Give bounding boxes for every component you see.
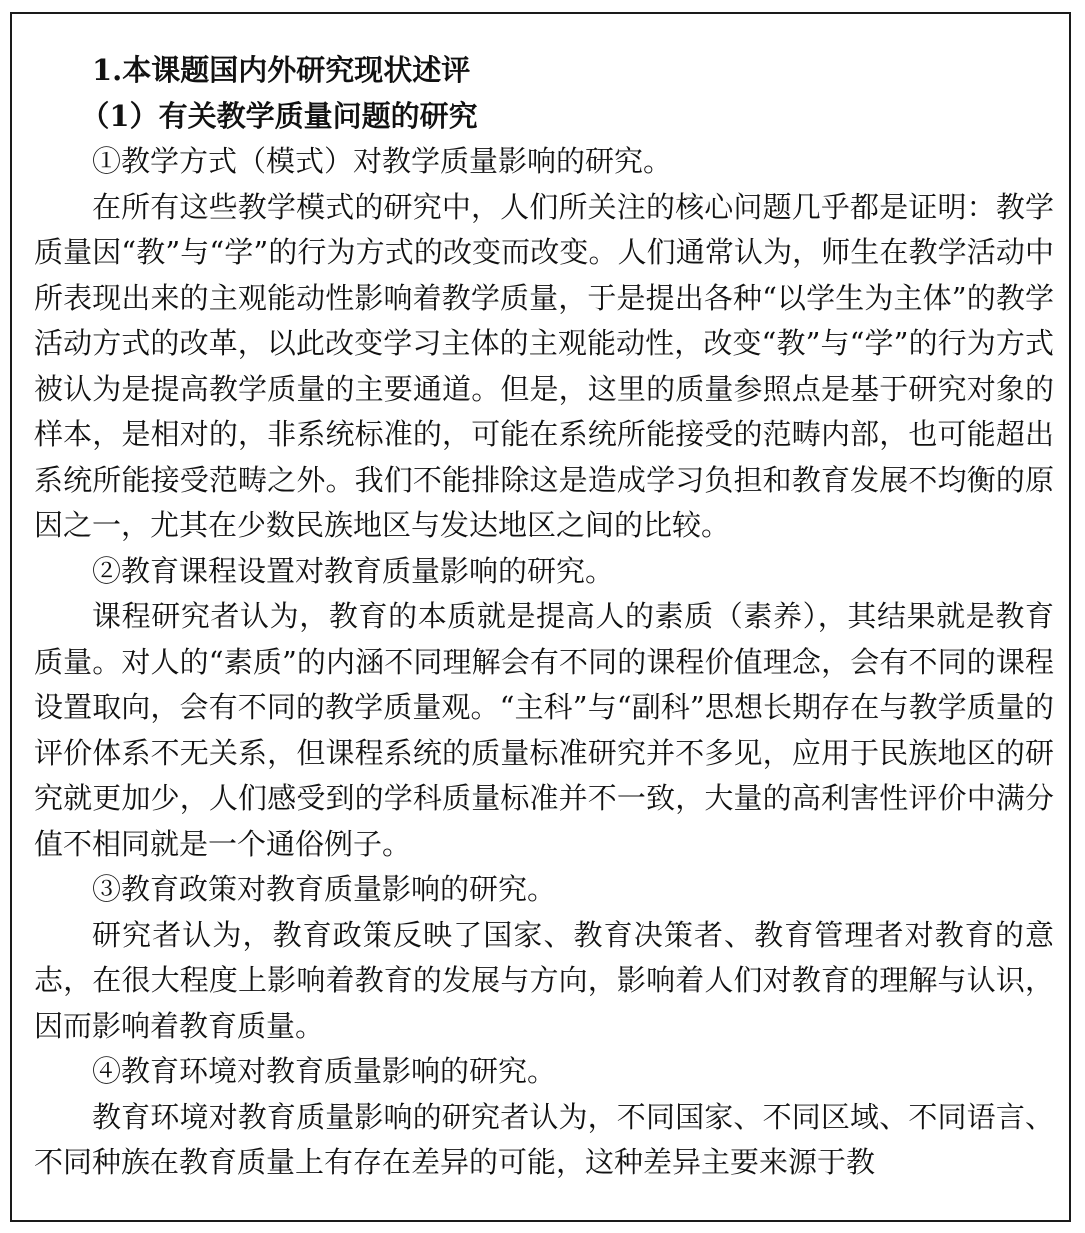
subsection-title-policy: ③教育政策对教育质量影响的研究。 (92, 872, 557, 906)
heading-subsection-1: （1）有关教学质量问题的研究 (80, 98, 478, 133)
document-body (34, 48, 1054, 1186)
paragraph-teaching-mode: 在所有这些教学模式的研究中，人们所关注的核心问题几乎都是证明：教学质量因“教”与“学”的行为方式的改变而改变。人们通常认为，师生在教学活动中所表现出来的主观能动性影响着教学质量，于是提出各种“以学生为主体”的教学活动方式的改革，以此改变学习主体的主观能动性，改变“教”与“学”的行为方式被认为是提高教学质量的主要通道。但是，这里的质量参照点是基于研究对象的样本，是相对的，非系统标准的，可能在系统所能接受的范畴内部，也可能超出系统所能接受范畴之外。我们不能排除这是造成学习负担和教育发展不均衡的原因之一，尤其在少数民族地区与发达地区之间的比较。 (34, 189, 1054, 542)
paragraph-environment: 教育环境对教育质量影响的研究者认为，不同国家、不同区域、不同语言、不同种族在教育质量上有存在差异的可能，这种差异主要来源于教 (34, 1099, 1054, 1179)
heading-section-1: 1.本课题国内外研究现状述评 (92, 53, 471, 87)
subsection-title-environment: ④教育环境对教育质量影响的研究。 (92, 1054, 557, 1088)
subsection-title-teaching-mode: ①教学方式（模式）对教学质量影响的研究。 (92, 144, 673, 178)
paragraph-curriculum: 课程研究者认为，教育的本质就是提高人的素质（素养），其结果就是教育质量。对人的“素质”的内涵不同理解会有不同的课程价值理念，会有不同的课程设置取向，会有不同的教学质量观。“主科”与“副科”思想长期存在与教学质量的评价体系不无关系，但课程系统的质量标准研究并不多见，应用于民族地区的研究就更加少，人们感受到的学科质量标准并不一致，大量的高利害性评价中满分值不相同就是一个通俗例子。 (34, 599, 1054, 861)
subsection-title-curriculum: ②教育课程设置对教育质量影响的研究。 (92, 553, 615, 588)
paragraph-policy: 研究者认为，教育政策反映了国家、教育决策者、教育管理者对教育的意志，在很大程度上影响着教育的发展与方向，影响着人们对教育的理解与认识，因而影响着教育质量。 (34, 917, 1054, 1043)
